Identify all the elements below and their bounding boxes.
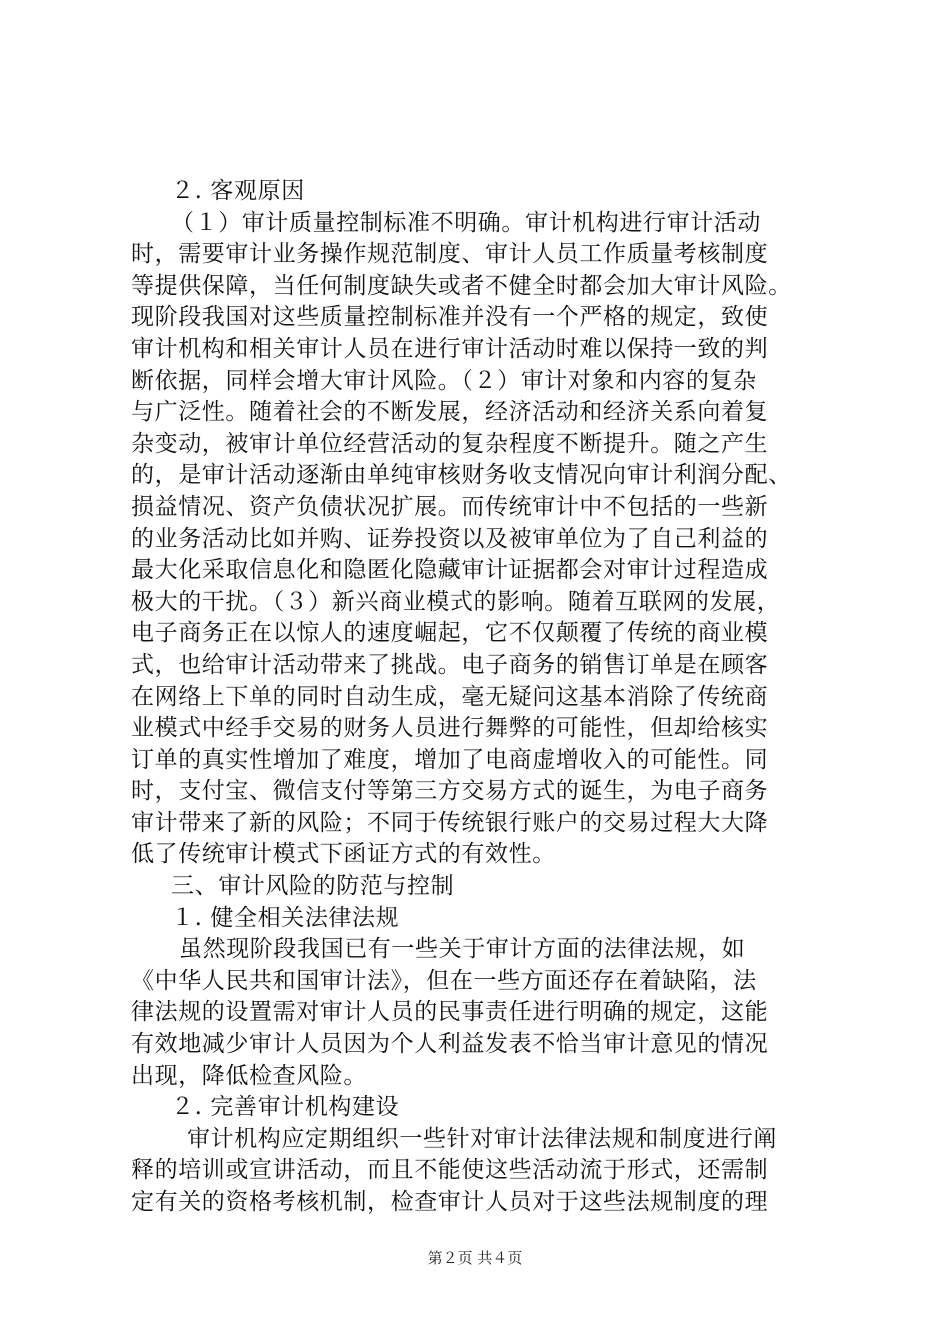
paragraph-line: 杂变动，被审计单位经营活动的复杂程度不断提升。随之产生 bbox=[131, 430, 769, 457]
page-number-footer: 第２页 共４页 bbox=[427, 1249, 523, 1267]
paragraph-line: 在网络上下单的同时自动生成，毫无疑问这基本消除了传统商 bbox=[131, 683, 769, 710]
subsection-heading: ２. 完善审计机构建设 bbox=[171, 1094, 400, 1121]
section-heading: 三、审计风险的防范与控制 bbox=[171, 873, 455, 900]
paragraph-line: 低了传统审计模式下函证方式的有效性。 bbox=[131, 841, 556, 868]
paragraph-line: 《中华人民共和国审计法》，但在一些方面还存在着缺陷，法 bbox=[131, 967, 757, 994]
paragraph-line: 出现，降低检查风险。 bbox=[131, 1062, 367, 1089]
paragraph-line: 损益情况、资产负债状况扩展。而传统审计中不包括的一些新 bbox=[131, 493, 769, 520]
paragraph-line: 有效地减少审计人员因为个人利益发表不恰当审计意见的情况 bbox=[131, 1031, 769, 1058]
paragraph-line: 定有关的资格考核机制，检查审计人员对于这些法规制度的理 bbox=[131, 1189, 769, 1215]
paragraph-line: 式，也给审计活动带来了挑战。电子商务的销售订单是在顾客 bbox=[131, 651, 769, 678]
paragraph-line: 审计机构和相关审计人员在进行审计活动时难以保持一致的判 bbox=[131, 335, 769, 362]
paragraph-line: 等提供保障，当任何制度缺失或者不健全时都会加大审计风险。 bbox=[131, 272, 792, 299]
paragraph-line: 时，需要审计业务操作规范制度、审计人员工作质量考核制度 bbox=[131, 241, 769, 268]
paragraph-line: 释的培训或宣讲活动，而且不能使这些活动流于形式，还需制 bbox=[131, 1157, 769, 1184]
paragraph-line: 最大化采取信息化和隐匿化隐藏审计证据都会对审计过程造成 bbox=[131, 557, 769, 584]
paragraph-line: 时，支付宝、微信支付等第三方交易方式的诞生，为电子商务 bbox=[131, 778, 769, 805]
paragraph-line: 订单的真实性增加了难度，增加了电商虚增收入的可能性。同 bbox=[131, 746, 769, 773]
paragraph-line: 律法规的设置需对审计人员的民事责任进行明确的规定，这能 bbox=[131, 999, 769, 1026]
paragraph-line: 审计机构应定期组织一些针对审计法律法规和制度进行阐 bbox=[187, 1125, 777, 1152]
paragraph-line: 的业务活动比如并购、证券投资以及被审单位为了自己利益的 bbox=[131, 525, 769, 552]
paragraph-line: 电子商务正在以惊人的速度崛起，它不仅颠覆了传统的商业模 bbox=[131, 620, 769, 647]
subsection-heading: １. 健全相关法律法规 bbox=[171, 904, 400, 931]
paragraph-line: （１）审计质量控制标准不明确。审计机构进行审计活动 bbox=[171, 209, 761, 236]
paragraph-line: 的，是审计活动逐渐由单纯审核财务收支情况向审计利润分配、 bbox=[131, 462, 792, 489]
paragraph-line: 与广泛性。随着社会的不断发展，经济活动和经济关系向着复 bbox=[131, 399, 769, 426]
document-body bbox=[131, 176, 835, 1219]
heading-objective-reasons: ２. 客观原因 bbox=[171, 178, 305, 204]
paragraph-line: 虽然现阶段我国已有一些关于审计方面的法律法规，如 bbox=[179, 936, 746, 963]
paragraph-line: 审计带来了新的风险；不同于传统银行账户的交易过程大大降 bbox=[131, 809, 769, 836]
paragraph-line: 现阶段我国对这些质量控制标准并没有一个严格的规定，致使 bbox=[131, 304, 769, 331]
paragraph-line: 断依据，同样会增大审计风险。（２）审计对象和内容的复杂 bbox=[131, 367, 757, 394]
paragraph-line: 极大的干扰。（３）新兴商业模式的影响。随着互联网的发展， bbox=[131, 588, 781, 615]
paragraph-line: 业模式中经手交易的财务人员进行舞弊的可能性，但却给核实 bbox=[131, 715, 769, 742]
